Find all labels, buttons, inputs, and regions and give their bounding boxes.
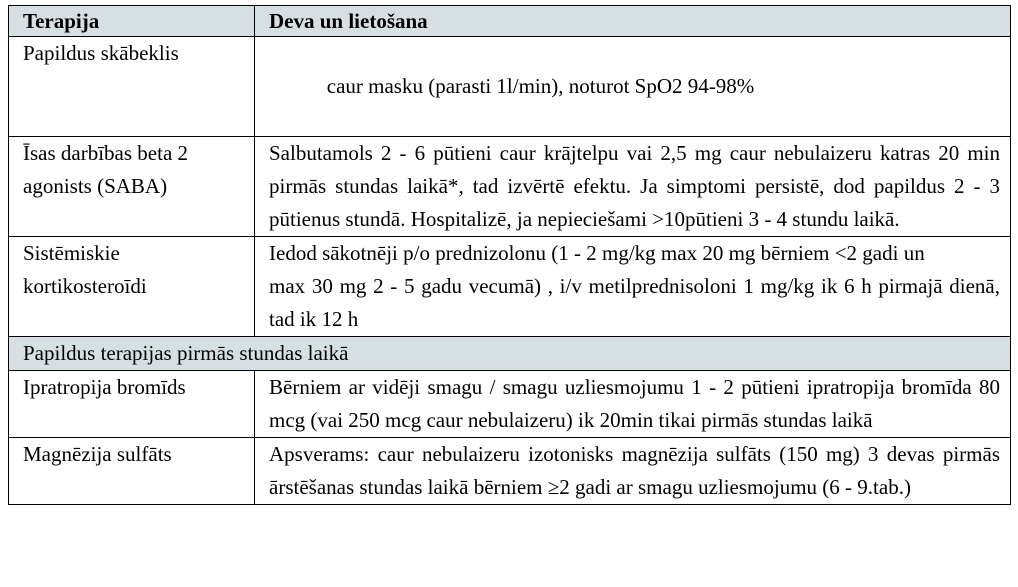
table-header-row (9, 6, 1011, 37)
table-row (9, 137, 1011, 237)
dose-text: max 30 mg 2 - 5 gadu vecumā) , i/v metilprednisoloni 1 mg/kg ik 6 h pirmajā dienā, tad ik 12 h (269, 274, 1000, 331)
table-row (9, 371, 1011, 438)
table-row (9, 237, 1011, 337)
header-therapy: Terapija (9, 6, 255, 37)
therapy-cell: Magnēzija sulfāts (9, 438, 255, 505)
header-dose-usage: Deva un lietošana (255, 6, 1011, 37)
therapy-line: agonists (SABA) (23, 174, 168, 198)
dose-cell (255, 137, 1011, 237)
therapy-cell: Papildus skābeklis (9, 37, 255, 137)
clipped-text-strip (0, 0, 1018, 2)
therapy-cell: Ipratropija bromīds (9, 371, 255, 438)
table-row (9, 37, 1011, 137)
dose-cell (255, 237, 1011, 337)
section-heading: Papildus terapijas pirmās stundas laikā (9, 337, 1011, 371)
therapy-line: kortikosteroīdi (23, 274, 147, 298)
therapy-cell (9, 137, 255, 237)
section-row (9, 337, 1011, 371)
therapy-table (8, 5, 1011, 505)
table-row (9, 438, 1011, 505)
dose-cell: Apsverams: caur nebulaizeru izotonisks magnēzija sulfāts (150 mg) 3 devas pirmās ārstēšanas stundas laikā bērniem ≥2 gadi ar smagu uzliesmojumu (6 - 9.tab.) (255, 438, 1011, 505)
therapy-cell (9, 237, 255, 337)
dose-cell: Bērniem ar vidēji smagu / smagu uzliesmojumu 1 - 2 pūtieni ipratropija bromīda 80 mcg (vai 250 mcg caur nebulaizeru) ik 20min tikai pirmās stundas laikā (255, 371, 1011, 438)
dose-text: Iedod sākotnēji p/o prednizolonu (1 - 2 mg/kg max 20 mg bērniem <2 gadi un (269, 241, 925, 265)
therapy-line: Īsas darbības beta 2 (23, 141, 189, 165)
dose-cell (255, 37, 1011, 137)
dose-text: Salbutamols 2 - 6 pūtieni caur krājtelpu vai 2,5 mg caur nebulaizeru katras 20 min pirmās stundas laikā*, tad izvērtē efektu. Ja simptomi persistē, dod papildus 2 - 3 pūtienus stundā. Hospitalizē, ja nepieciešami >10pūtieni 3 - 4 stundu laikā. (269, 141, 1000, 231)
therapy-line: Sistēmiskie (23, 241, 120, 265)
dose-text: caur masku (parasti 1l/min), noturot SpO2 94-98% (321, 74, 755, 98)
